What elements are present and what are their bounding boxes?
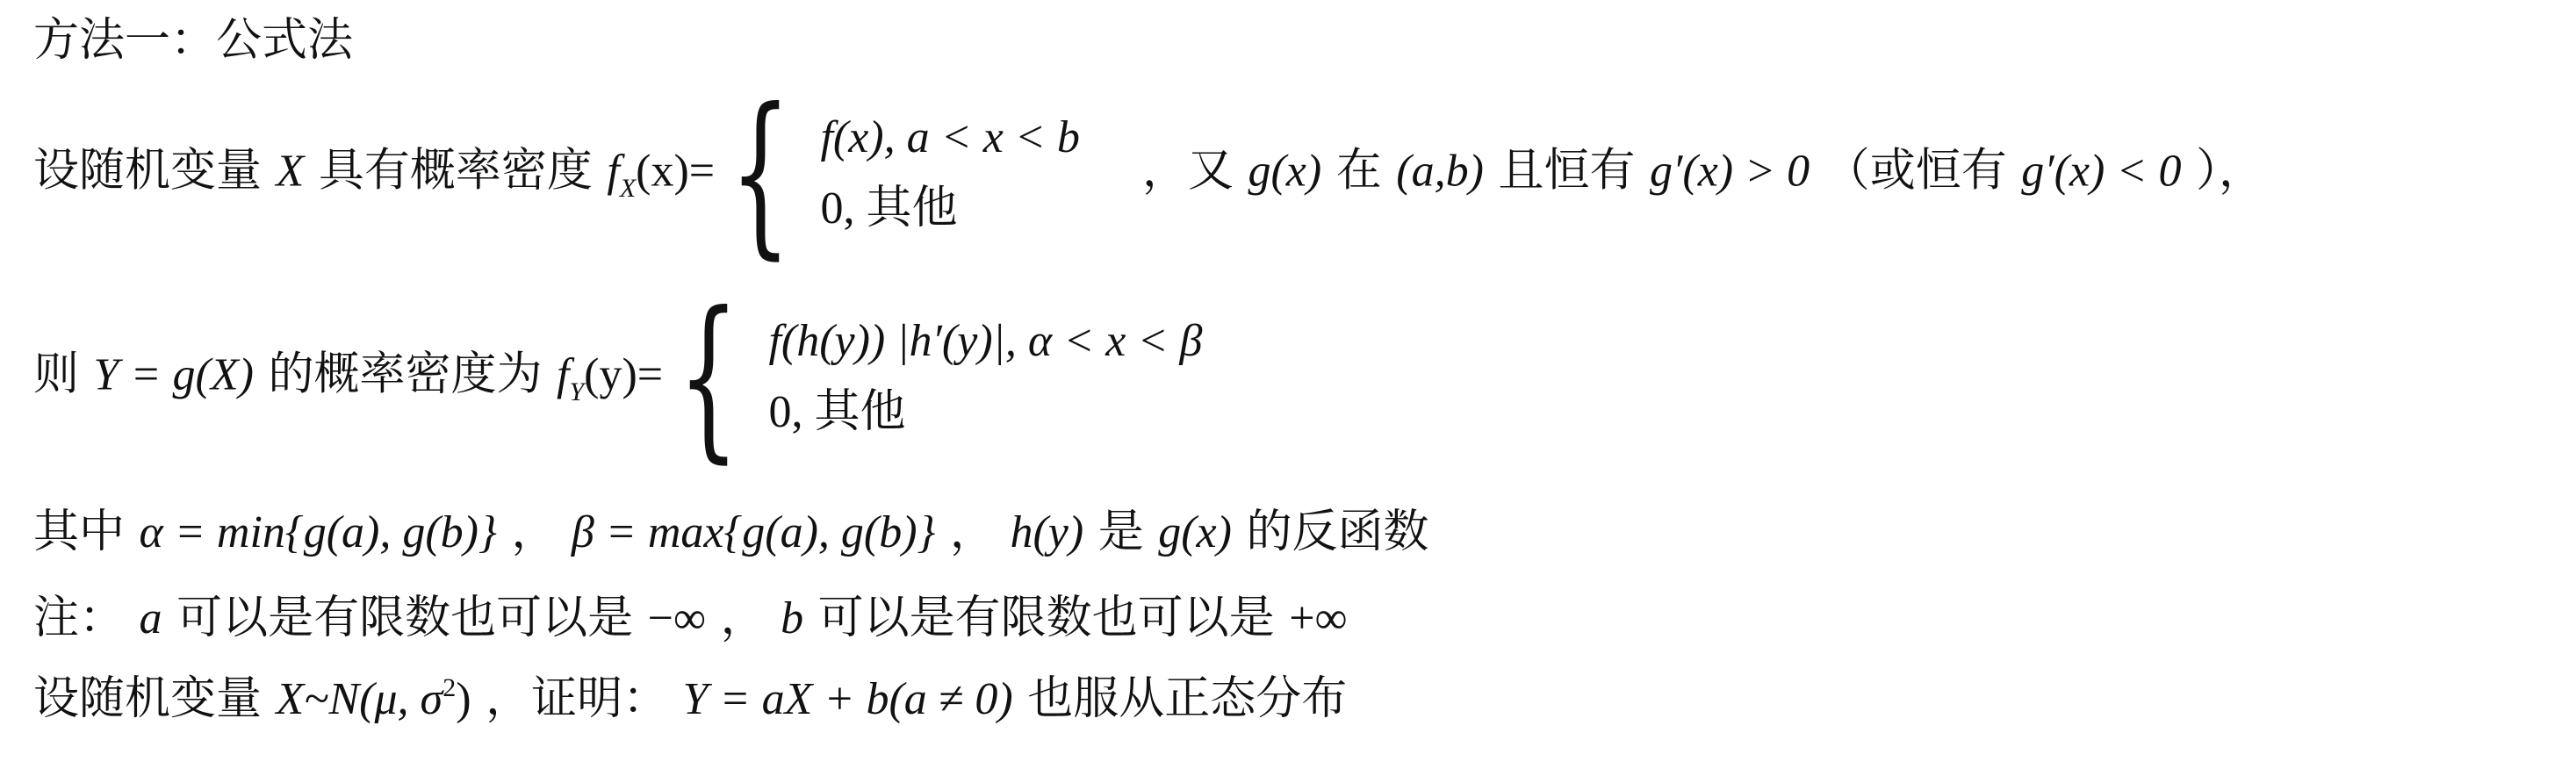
note-line (33, 592, 1348, 644)
line3-sep1: ， (511, 506, 558, 558)
heading-text: 方法一：公式法 (33, 14, 354, 67)
density-definition-line (33, 71, 2264, 276)
beta-def: β = max{g(a), g(b)} (571, 507, 936, 557)
case-row-2-2: 0, 其他 (768, 387, 906, 437)
line1-close: ）， (2195, 144, 2264, 198)
g-x-2: g(x) (1158, 507, 1232, 557)
left-brace-2: { (677, 275, 739, 479)
normal-dist-close: ) (456, 674, 471, 724)
line1-prefix: 设随机变量 (33, 144, 263, 198)
normal-dist: X~N(μ, σ (276, 674, 443, 724)
y-equals-gx: Y = g(X) (93, 349, 254, 400)
heading (33, 14, 354, 67)
line1-or: （或恒有 (1824, 144, 2007, 198)
f-symbol-y: f (557, 349, 570, 400)
f-arg-y: (y)= (584, 349, 664, 400)
line1-after: ，又 (1141, 144, 1234, 198)
alpha-beta-line (33, 506, 1429, 558)
line4-text1: 可以是有限数也可以是 (176, 592, 634, 644)
subscript-x: X (619, 173, 637, 203)
line5-sep: ，证明： (486, 672, 669, 725)
case-row-2-1: f(h(y)) |h′(y)|, α < x < β (768, 316, 1203, 367)
gprime-negative: g′(x) < 0 (2021, 146, 2182, 197)
linear-transform: Y = aX + b(a ≠ 0) (682, 674, 1013, 724)
h-y: h(y) (1010, 507, 1084, 557)
line1-in: 在 (1335, 144, 1382, 198)
pos-infinity: +∞ (1289, 593, 1348, 643)
interval-ab: (a,b) (1396, 146, 1484, 197)
f-symbol: f (607, 146, 620, 197)
var-a: a (139, 593, 162, 643)
subscript-y: Y (569, 377, 585, 406)
piecewise-cases (820, 103, 1079, 244)
left-brace: { (729, 71, 791, 276)
line1-middle: 具有概率密度 (318, 144, 593, 198)
line4-sep: ， (720, 592, 766, 644)
neg-infinity: −∞ (647, 593, 707, 643)
line3-end: 的反函数 (1246, 506, 1429, 558)
line4-prefix: 注： (33, 592, 126, 644)
line3-prefix: 其中 (33, 506, 126, 558)
var-x: X (276, 146, 305, 197)
case-row-1: f(x), a < x < b (820, 112, 1080, 163)
alpha-def: α = min{g(a), g(b)} (139, 507, 497, 557)
transformed-density-line (33, 275, 1203, 479)
line3-sep2: ， (949, 506, 996, 558)
exercise-line (33, 672, 1348, 725)
line1-and-always: 且恒有 (1498, 144, 1636, 198)
line5-end: 也服从正态分布 (1027, 672, 1348, 725)
var-b: b (781, 593, 804, 643)
sigma-squared-exponent: 2 (443, 673, 457, 702)
gprime-positive: g′(x) > 0 (1650, 146, 1810, 197)
line3-is: 是 (1097, 506, 1144, 558)
line2-prefix: 则 (33, 348, 80, 401)
case-row-2: 0, 其他 (820, 183, 958, 234)
line2-middle: 的概率密度为 (268, 348, 543, 401)
f-arg: (x)= (636, 146, 716, 197)
g-x: g(x) (1248, 146, 1322, 197)
piecewise-cases-2 (768, 306, 1202, 448)
line4-text2: 可以是有限数也可以是 (817, 592, 1275, 644)
line5-prefix: 设随机变量 (33, 672, 263, 725)
